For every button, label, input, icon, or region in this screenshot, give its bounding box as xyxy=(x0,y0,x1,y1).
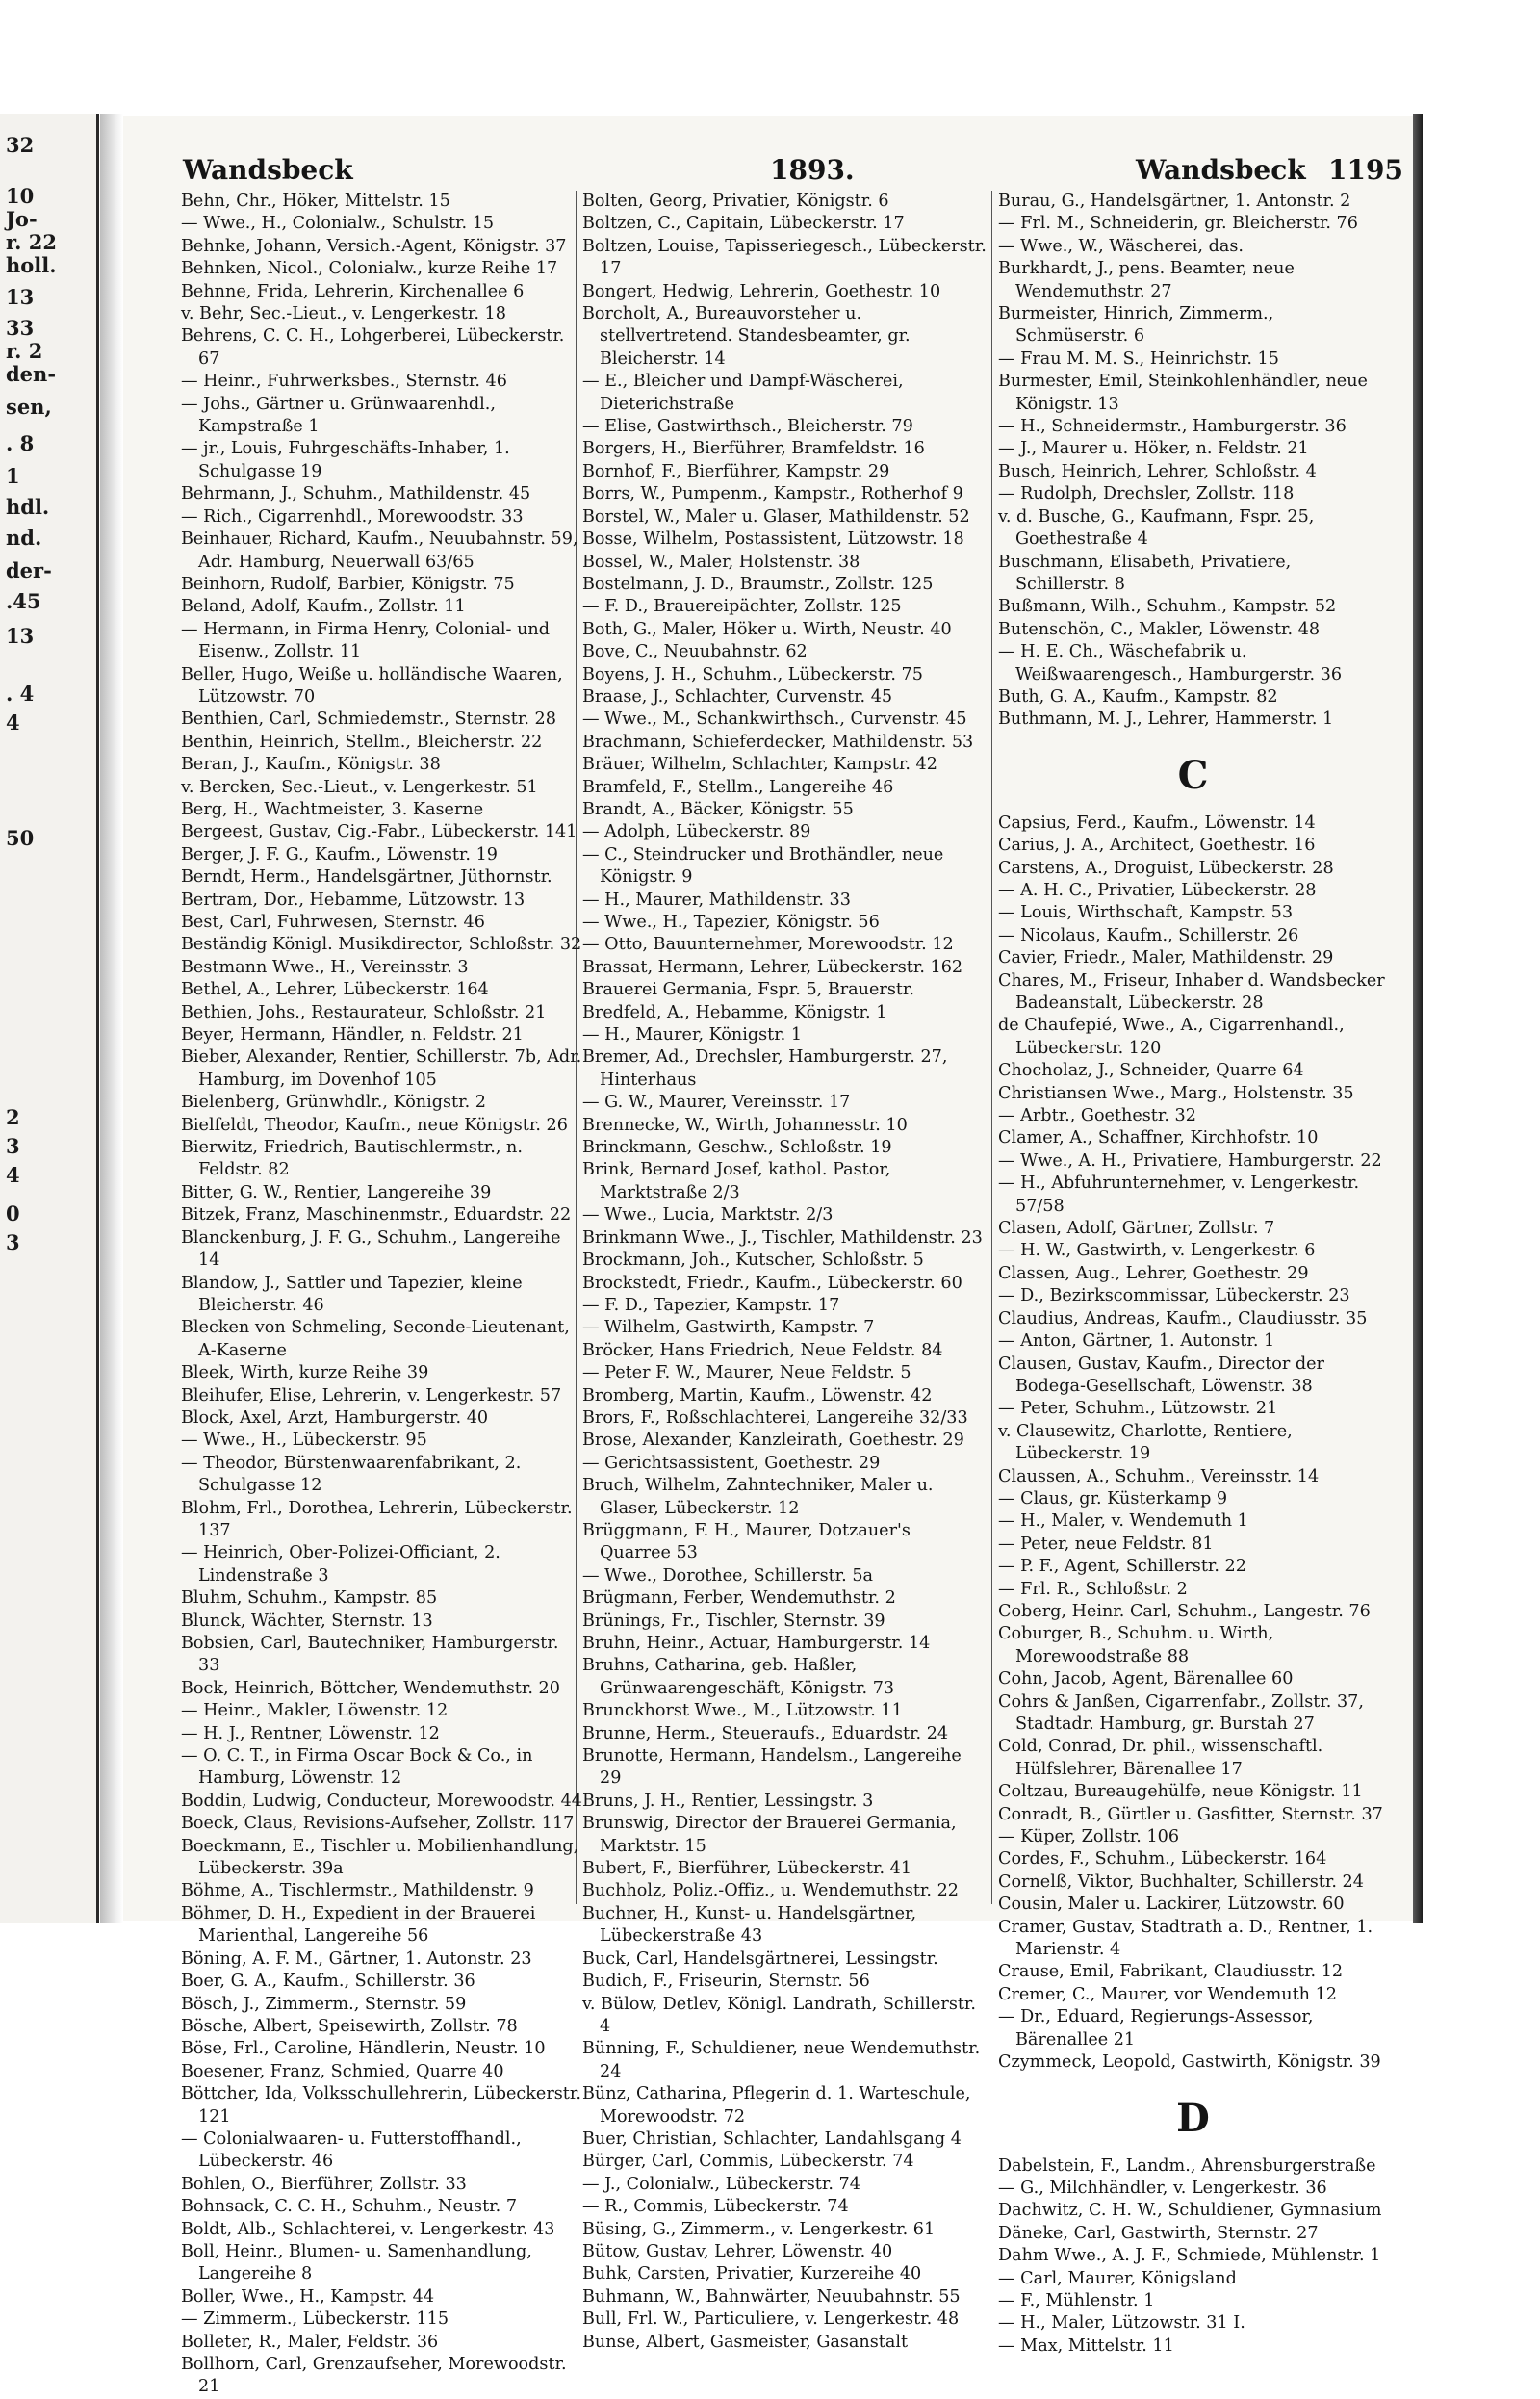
directory-entry: Butenschön, C., Makler, Löwenstr. 48 xyxy=(998,619,1321,639)
directory-entry: — J., Colonialw., Lübeckerstr. 74 xyxy=(582,2174,860,2194)
directory-entry: Boltzen, Louise, Tapisseriegesch., Lübeckerstr. 17 xyxy=(582,236,987,279)
previous-page-fragment: 10 xyxy=(6,184,35,208)
directory-entry: Bleek, Wirth, kurze Reihe 39 xyxy=(181,1363,429,1383)
directory-entry: Beran, J., Kaufm., Königstr. 38 xyxy=(181,755,441,775)
directory-entry: Cornelß, Viktor, Buchhalter, Schillerstr. 24 xyxy=(998,1871,1364,1892)
directory-entry: Behrmann, J., Schuhm., Mathildenstr. 45 xyxy=(181,484,531,504)
directory-entry: Beller, Hugo, Weiße u. holländische Waaren, Lützowstr. 70 xyxy=(181,664,563,707)
directory-entry: Boldt, Alb., Schlachterei, v. Lengerkestr. 43 xyxy=(181,2219,555,2239)
directory-entry: Bohlen, O., Bierführer, Zollstr. 33 xyxy=(181,2174,467,2194)
directory-entry: Buchner, H., Kunst- u. Handelsgärtner, Lübeckerstraße 43 xyxy=(582,1903,917,1947)
previous-page-fragment: der- xyxy=(6,558,52,582)
directory-entry: Borcholt, A., Bureauvorsteher u. stellvertretend. Standesbeamter, gr. Bleicherstr. 14 xyxy=(582,304,911,369)
directory-entry: Cold, Conrad, Dr. phil., wissenschaftl. Hülfslehrer, Bärenallee 17 xyxy=(998,1737,1323,1779)
previous-page-fragment: 4 xyxy=(6,710,20,735)
directory-entry: Böhme, A., Tischlermstr., Mathildenstr. 9 xyxy=(181,1881,534,1901)
directory-entry: — Hermann, in Firma Henry, Colonial- und Eisenw., Zollstr. 11 xyxy=(181,619,551,662)
directory-entry: Borstel, W., Maler u. Glaser, Mathildenstr. 52 xyxy=(582,506,970,527)
directory-entry: — Frl. R., Schloßstr. 2 xyxy=(998,1579,1188,1599)
directory-entry: Claudius, Andreas, Kaufm., Claudiusstr. 35 xyxy=(998,1308,1368,1328)
directory-entry: Bunse, Albert, Gasmeister, Gasanstalt xyxy=(582,2332,909,2352)
previous-page-fragment: 13 xyxy=(6,285,35,309)
column-right xyxy=(998,191,1388,2356)
directory-entry: Bürger, Carl, Commis, Lübeckerstr. 74 xyxy=(582,2152,914,2172)
previous-page-fragment: 33 xyxy=(6,316,35,340)
directory-entry: — Anton, Gärtner, 1. Autonstr. 1 xyxy=(998,1331,1275,1352)
directory-entry: Classen, Aug., Lehrer, Goethestr. 29 xyxy=(998,1263,1309,1283)
directory-entry: — F., Mühlenstr. 1 xyxy=(998,2290,1155,2310)
directory-entry: Blandow, J., Sattler und Tapezier, kleine Bleicherstr. 46 xyxy=(181,1273,523,1315)
previous-page-fragment: nd. xyxy=(6,526,42,550)
directory-entry: Christiansen Wwe., Marg., Holstenstr. 35 xyxy=(998,1083,1354,1103)
directory-entry: — Rudolph, Drechsler, Zollstr. 118 xyxy=(998,484,1295,504)
directory-entry: Bredfeld, A., Hebamme, Königstr. 1 xyxy=(582,1002,887,1022)
page-number: 1195 xyxy=(1328,154,1403,186)
directory-entry: — D., Bezirkscommissar, Lübeckerstr. 23 xyxy=(998,1286,1350,1306)
directory-entry: Böttcher, Ida, Volksschullehrerin, Lübeckerstr. 121 xyxy=(181,2084,581,2127)
directory-entry: Behnke, Johann, Versich.-Agent, Königstr. 37 xyxy=(181,236,567,256)
directory-entry: Bock, Heinrich, Böttcher, Wendemuthstr. 20 xyxy=(181,1678,560,1698)
directory-entry: Beständig Königl. Musikdirector, Schloßstr. 32 xyxy=(181,935,582,955)
directory-entry: — jr., Louis, Fuhrgeschäfts-Inhaber, 1. Schulgasse 19 xyxy=(181,439,510,481)
directory-entry: Burkhardt, J., pens. Beamter, neue Wendemuthstr. 27 xyxy=(998,259,1295,301)
directory-entry: Carstens, A., Droguist, Lübeckerstr. 28 xyxy=(998,858,1334,878)
directory-entry: Clasen, Adolf, Gärtner, Zollstr. 7 xyxy=(998,1219,1275,1239)
directory-entry: — R., Commis, Lübeckerstr. 74 xyxy=(582,2197,849,2217)
directory-entry: — Wwe., H., Lübeckerstr. 95 xyxy=(181,1431,427,1451)
directory-entry: Bruhns, Catharina, geb. Haßler, Grünwaarengeschäft, Königstr. 73 xyxy=(582,1656,895,1698)
directory-entry: Bünz, Catharina, Pflegerin d. 1. Warteschule, Morewoodstr. 72 xyxy=(582,2084,971,2127)
directory-entry: — Gerichtsassistent, Goethestr. 29 xyxy=(582,1453,881,1473)
directory-entry: Both, G., Maler, Höker u. Wirth, Neustr. 40 xyxy=(582,619,952,639)
directory-entry: Boeckmann, E., Tischler u. Mobilienhandlung, Lübeckerstr. 39a xyxy=(181,1836,579,1879)
directory-entry: Brunne, Herm., Steueraufs., Eduardstr. 24 xyxy=(582,1723,949,1743)
previous-page-sliver xyxy=(0,114,99,1923)
directory-entry: Bierwitz, Friedrich, Bautischlermstr., n. Feldstr. 82 xyxy=(181,1138,523,1180)
directory-entry: Bieber, Alexander, Rentier, Schillerstr. 7b, Adr. Hamburg, im Dovenhof 105 xyxy=(181,1047,582,1090)
directory-entry: Cavier, Friedr., Maler, Mathildenstr. 29 xyxy=(998,948,1334,968)
directory-entry: — Max, Mittelstr. 11 xyxy=(998,2335,1174,2356)
directory-entry: Bramfeld, F., Stellm., Langereihe 46 xyxy=(582,777,894,797)
directory-entry: Bröcker, Hans Friedrich, Neue Feldstr. 84 xyxy=(582,1340,943,1360)
directory-entry: Buck, Carl, Handelsgärtnerei, Lessingstr. xyxy=(582,1948,938,1969)
directory-entry: — Wwe., Lucia, Marktstr. 2/3 xyxy=(582,1205,834,1225)
directory-entry: Beland, Adolf, Kaufm., Zollstr. 11 xyxy=(181,597,466,617)
directory-entry: Brüggmann, F. H., Maurer, Dotzauer's Quarree 53 xyxy=(582,1520,911,1563)
directory-entry: Bielfeldt, Theodor, Kaufm., neue Königstr. 26 xyxy=(181,1115,568,1135)
directory-entry: Boddin, Ludwig, Conducteur, Morewoodstr. 44 xyxy=(181,1791,582,1811)
directory-entry: Blohm, Frl., Dorothea, Lehrerin, Lübeckerstr. 137 xyxy=(181,1498,573,1540)
directory-entry: Best, Carl, Fuhrwesen, Sternstr. 46 xyxy=(181,913,485,932)
column-middle xyxy=(582,191,987,2352)
directory-entry: Behnken, Nicol., Colonialw., kurze Reihe 17 xyxy=(181,259,558,279)
directory-entry: Boltzen, C., Capitain, Lübeckerstr. 17 xyxy=(582,214,905,234)
previous-page-fragment: . 4 xyxy=(6,682,35,706)
directory-entry: — Heinr., Makler, Löwenstr. 12 xyxy=(181,1701,449,1721)
directory-entry: — Otto, Bauunternehmer, Morewoodstr. 12 xyxy=(582,935,954,955)
previous-page-fragment: r. 22 xyxy=(6,230,57,254)
directory-entry: — H., Maurer, Königstr. 1 xyxy=(582,1025,803,1045)
directory-entry: Dahm Wwe., A. J. F., Schmiede, Mühlenstr. 1 xyxy=(998,2246,1381,2266)
directory-entry: — Dr., Eduard, Regierungs-Assessor, Bärenallee 21 xyxy=(998,2007,1314,2050)
directory-entry: Crause, Emil, Fabrikant, Claudiusstr. 12 xyxy=(998,1962,1344,1982)
directory-entry: — Johs., Gärtner u. Grünwaarenhdl., Kampstraße 1 xyxy=(181,394,496,437)
directory-entry: Buchholz, Poliz.-Offiz., u. Wendemuthstr. 22 xyxy=(582,1881,959,1901)
section-letter: D xyxy=(1176,2095,1210,2141)
previous-page-fragment: 13 xyxy=(6,624,35,648)
directory-entry: Burmeister, Hinrich, Zimmerm., Schmüserstr. 6 xyxy=(998,304,1274,347)
directory-entry: — H., Schneidermstr., Hamburgerstr. 36 xyxy=(998,417,1347,437)
directory-entry: Dachwitz, C. H. W., Schuldiener, Gymnasium xyxy=(998,2201,1382,2221)
directory-entry: — Elise, Gastwirthsch., Bleicherstr. 79 xyxy=(582,417,913,437)
directory-entry: — Wwe., H., Tapezier, Königstr. 56 xyxy=(582,913,880,932)
directory-entry: Bove, C., Neuubahnstr. 62 xyxy=(582,642,808,662)
directory-entry: — Peter F. W., Maurer, Neue Feldstr. 5 xyxy=(582,1363,911,1383)
directory-entry: — C., Steindrucker und Brothändler, neue Königstr. 9 xyxy=(582,844,944,888)
directory-entry: Brors, F., Roßschlachterei, Langereihe 32/33 xyxy=(582,1407,968,1428)
directory-entry: Carius, J. A., Architect, Goethestr. 16 xyxy=(998,836,1316,856)
previous-page-fragment: 3 xyxy=(6,1230,20,1254)
directory-entry: v. Behr, Sec.-Lieut., v. Lengerkestr. 18 xyxy=(181,304,506,324)
directory-entry: Bubert, F., Bierführer, Lübeckerstr. 41 xyxy=(582,1859,912,1879)
directory-entry: — O. C. T., in Firma Oscar Bock & Co., in Hamburg, Löwenstr. 12 xyxy=(181,1746,533,1789)
directory-entry: Brockstedt, Friedr., Kaufm., Lübeckerstr. 60 xyxy=(582,1273,962,1293)
directory-entry: Brünings, Fr., Tischler, Sternstr. 39 xyxy=(582,1611,886,1631)
previous-page-fragment: r. 2 xyxy=(6,339,43,363)
directory-entry: v. Bülow, Detlev, Königl. Landrath, Schillerstr. 4 xyxy=(582,1994,976,2036)
directory-entry: Bremer, Ad., Drechsler, Hamburgerstr. 27, Hinterhaus xyxy=(582,1047,948,1090)
directory-entry: Bitter, G. W., Rentier, Langereihe 39 xyxy=(181,1182,492,1202)
directory-entry: Brunckhorst Wwe., M., Lützowstr. 11 xyxy=(582,1701,903,1721)
directory-entry: Bußmann, Wilh., Schuhm., Kampstr. 52 xyxy=(998,597,1337,617)
directory-entry: Bestmann Wwe., H., Vereinsstr. 3 xyxy=(181,957,469,977)
directory-entry: Bornhof, F., Bierführer, Kampstr. 29 xyxy=(582,461,890,481)
directory-entry: Capsius, Ferd., Kaufm., Löwenstr. 14 xyxy=(998,813,1316,833)
previous-page-fragment: 0 xyxy=(6,1201,20,1225)
directory-entry: v. Bercken, Sec.-Lieut., v. Lengerkestr. 51 xyxy=(181,777,538,797)
directory-entry: — G. W., Maurer, Vereinsstr. 17 xyxy=(582,1093,851,1113)
directory-entry: Bleihufer, Elise, Lehrerin, v. Lengerkestr. 57 xyxy=(181,1385,562,1406)
directory-entry: Cohn, Jacob, Agent, Bärenallee 60 xyxy=(998,1669,1294,1690)
previous-page-fragment: 3 xyxy=(6,1134,20,1158)
directory-entry: Bünning, F., Schuldiener, neue Wendemuthstr. 24 xyxy=(582,2039,981,2081)
directory-entry: Conradt, B., Gürtler u. Gasfitter, Sternstr. 37 xyxy=(998,1804,1383,1824)
directory-entry: — Zimmerm., Lübeckerstr. 115 xyxy=(181,2309,449,2330)
directory-entry: Benthien, Carl, Schmiedemstr., Sternstr. 28 xyxy=(181,709,556,730)
previous-page-fragment: 1 xyxy=(6,464,20,488)
directory-entry: Bielenberg, Grünwhdlr., Königstr. 2 xyxy=(181,1093,486,1113)
directory-entry: Brunotte, Hermann, Handelsm., Langereihe 29 xyxy=(582,1746,962,1789)
directory-entry: Brauerei Germania, Fspr. 5, Brauerstr. xyxy=(582,980,914,1000)
directory-entry: Bollhorn, Carl, Grenzaufseher, Morewoodstr. 21 xyxy=(181,2355,567,2397)
directory-entry: Beinhauer, Richard, Kaufm., Neuubahnstr. 59, Adr. Hamburg, Neuerwall 63/65 xyxy=(181,529,578,572)
directory-entry: Boller, Wwe., H., Kampstr. 44 xyxy=(181,2286,435,2307)
directory-entry: — Claus, gr. Küsterkamp 9 xyxy=(998,1488,1228,1509)
directory-entry: Benthin, Heinrich, Stellm., Bleicherstr. 22 xyxy=(181,732,543,752)
directory-entry: Bluhm, Schuhm., Kampstr. 85 xyxy=(181,1588,438,1609)
directory-entry: Bertram, Dor., Hebamme, Lützowstr. 13 xyxy=(181,890,526,910)
running-head-year: 1893. xyxy=(770,154,855,186)
directory-entry: — Louis, Wirthschaft, Kampstr. 53 xyxy=(998,903,1294,923)
previous-page-fragment: .45 xyxy=(6,589,41,613)
directory-entry: Coltzau, Bureaugehülfe, neue Königstr. 11 xyxy=(998,1782,1363,1802)
directory-entry: Brachmann, Schieferdecker, Mathildenstr. 53 xyxy=(582,732,974,752)
directory-entry: Däneke, Carl, Gastwirth, Sternstr. 27 xyxy=(998,2223,1319,2243)
directory-entry: — H. J., Rentner, Löwenstr. 12 xyxy=(181,1723,440,1743)
directory-entry: Brinkmann Wwe., J., Tischler, Mathildenstr. 23 xyxy=(582,1227,983,1248)
directory-entry: Brunswig, Director der Brauerei Germania, Marktstr. 15 xyxy=(582,1814,957,1856)
directory-entry: Buschmann, Elisabeth, Privatiere, Schillerstr. 8 xyxy=(998,552,1292,594)
directory-entry: Coburger, B., Schuhm. u. Wirth, Morewoodstraße 88 xyxy=(998,1624,1274,1666)
directory-entry: Czymmeck, Leopold, Gastwirth, Königstr. 39 xyxy=(998,2052,1381,2073)
directory-entry: Buhmann, W., Bahnwärter, Neuubahnstr. 55 xyxy=(582,2286,961,2307)
directory-entry: Boeck, Claus, Revisions-Aufseher, Zollstr. 117 xyxy=(181,1814,575,1834)
directory-entry: — Colonialwaaren- u. Futterstoffhandl., Lübeckerstr. 46 xyxy=(181,2128,522,2172)
previous-page-fragment: 32 xyxy=(6,133,35,157)
directory-entry: Berndt, Herm., Handelsgärtner, Jüthornstr. xyxy=(181,867,552,888)
previous-page-fragment: 2 xyxy=(6,1105,20,1129)
directory-entry: de Chaufepié, Wwe., A., Cigarrenhandl., Lübeckerstr. 120 xyxy=(998,1016,1345,1058)
directory-entry: Cousin, Maler u. Lackirer, Lützowstr. 60 xyxy=(998,1895,1345,1915)
directory-entry: Bongert, Hedwig, Lehrerin, Goethestr. 10 xyxy=(582,281,941,301)
directory-entry: Clausen, Gustav, Kaufm., Director der Bodega-Gesellschaft, Löwenstr. 38 xyxy=(998,1354,1324,1396)
directory-entry: Bossel, W., Maler, Holstenstr. 38 xyxy=(582,552,860,572)
directory-entry: Chares, M., Friseur, Inhaber d. Wandsbecker Badeanstalt, Lübeckerstr. 28 xyxy=(998,970,1385,1013)
directory-entry: Bethel, A., Lehrer, Lübeckerstr. 164 xyxy=(181,980,489,1000)
directory-entry: Brinckmann, Geschw., Schloßstr. 19 xyxy=(582,1138,892,1158)
directory-entry: Bütow, Gustav, Lehrer, Löwenstr. 40 xyxy=(582,2241,893,2261)
directory-entry: Claussen, A., Schuhm., Vereinsstr. 14 xyxy=(998,1466,1320,1486)
directory-entry: — Wwe., Dorothee, Schillerstr. 5a xyxy=(582,1565,874,1586)
directory-entry: — G., Milchhändler, v. Lengerkestr. 36 xyxy=(998,2178,1327,2198)
directory-entry: Buhk, Carsten, Privatier, Kurzereihe 40 xyxy=(582,2264,922,2284)
directory-entry: Bobsien, Carl, Bautechniker, Hamburgerstr. 33 xyxy=(181,1634,559,1676)
directory-entry: — Küper, Zollstr. 106 xyxy=(998,1827,1180,1847)
directory-entry: Cohrs & Janßen, Cigarrenfabr., Zollstr. 37, Stadtadr. Hamburg, gr. Burstah 27 xyxy=(998,1691,1364,1734)
directory-entry: — Frau M. M. S., Heinrichstr. 15 xyxy=(998,348,1279,369)
directory-entry: Cramer, Gustav, Stadtrath a. D., Rentner, 1. Marienstr. 4 xyxy=(998,1917,1373,1960)
directory-entry: Boyens, J. H., Schuhm., Lübeckerstr. 75 xyxy=(582,664,923,684)
directory-entry: Bolten, Georg, Privatier, Königstr. 6 xyxy=(582,192,889,211)
previous-page-fragment: holl. xyxy=(6,253,57,277)
directory-entry: — Wwe., H., Colonialw., Schulstr. 15 xyxy=(181,214,495,234)
directory-entry: — Rich., Cigarrenhdl., Morewoodstr. 33 xyxy=(181,506,524,527)
previous-page-fragment: 50 xyxy=(6,826,35,850)
directory-entry: — Nicolaus, Kaufm., Schillerstr. 26 xyxy=(998,925,1299,945)
directory-entry: — Wilhelm, Gastwirth, Kampstr. 7 xyxy=(582,1318,875,1338)
directory-entry: Burmester, Emil, Steinkohlenhändler, neue Königstr. 13 xyxy=(998,372,1368,414)
directory-entry: Bitzek, Franz, Maschinenmstr., Eduardstr. 22 xyxy=(181,1205,572,1225)
directory-entry: Bostelmann, J. D., Braumstr., Zollstr. 125 xyxy=(582,574,934,594)
directory-entry: — Arbtr., Goethestr. 32 xyxy=(998,1106,1196,1126)
directory-entry: — J., Maurer u. Höker, n. Feldstr. 21 xyxy=(998,439,1309,459)
directory-entry: Blecken von Schmeling, Seconde-Lieutenant, A-Kaserne xyxy=(181,1318,570,1360)
directory-entry: — F. D., Tapezier, Kampstr. 17 xyxy=(582,1295,840,1315)
directory-entry: Bergeest, Gustav, Cig.-Fabr., Lübeckerstr. 141 xyxy=(181,822,578,842)
running-head-right: Wandsbeck xyxy=(1136,154,1306,186)
previous-page-fragment: sen, xyxy=(6,395,52,419)
previous-page-fragment: 4 xyxy=(6,1163,20,1187)
directory-entry: Bromberg, Martin, Kaufm., Löwenstr. 42 xyxy=(582,1385,933,1406)
directory-entry: — H. W., Gastwirth, v. Lengerkestr. 6 xyxy=(998,1241,1316,1261)
directory-entry: — Frl. M., Schneiderin, gr. Bleicherstr. 76 xyxy=(998,214,1358,234)
directory-entry: — E., Bleicher und Dampf-Wäscherei, Dieterichstraße xyxy=(582,372,904,414)
section-letter: C xyxy=(1177,752,1209,798)
directory-entry: Brink, Bernard Josef, kathol. Pastor, Marktstraße 2/3 xyxy=(582,1160,891,1202)
directory-entry: Behnne, Frida, Lehrerin, Kirchenallee 6 xyxy=(181,281,525,301)
directory-entry: Blanckenburg, J. F. G., Schuhm., Langereihe 14 xyxy=(181,1227,561,1271)
directory-entry: — H., Maurer, Mathildenstr. 33 xyxy=(582,890,851,910)
directory-entry: — Theodor, Bürstenwaarenfabrikant, 2. Schulgasse 12 xyxy=(181,1453,522,1496)
directory-entry: — Wwe., W., Wäscherei, das. xyxy=(998,236,1244,256)
directory-entry: Budich, F., Friseurin, Sternstr. 56 xyxy=(582,1972,870,1992)
directory-entry: Brassat, Hermann, Lehrer, Lübeckerstr. 162 xyxy=(582,957,963,977)
previous-page-fragment: . 8 xyxy=(6,431,35,455)
directory-entry: Burau, G., Handelsgärtner, 1. Antonstr. 2 xyxy=(998,192,1351,211)
directory-entry: Boll, Heinr., Blumen- u. Samenhandlung, Langereihe 8 xyxy=(181,2241,532,2284)
directory-entry: Block, Axel, Arzt, Hamburgerstr. 40 xyxy=(181,1407,489,1428)
directory-entry: Boer, G. A., Kaufm., Schillerstr. 36 xyxy=(181,1972,475,1992)
directory-entry: Böhmer, D. H., Expedient in der Brauerei Marienthal, Langereihe 56 xyxy=(181,1903,536,1947)
directory-entry: Borgers, H., Bierführer, Bramfeldstr. 16 xyxy=(582,439,925,459)
directory-entry: — Heinr., Fuhrwerksbes., Sternstr. 46 xyxy=(181,372,507,392)
running-head-left: Wandsbeck xyxy=(183,154,353,186)
directory-entry: Cremer, C., Maurer, vor Wendemuth 12 xyxy=(998,1984,1337,2004)
directory-entry: Bolleter, R., Maler, Feldstr. 36 xyxy=(181,2332,439,2352)
directory-entry: Bräuer, Wilhelm, Schlachter, Kampstr. 42 xyxy=(582,755,937,775)
directory-entry: Bruch, Wilhelm, Zahntechniker, Maler u. Glaser, Lübeckerstr. 12 xyxy=(582,1476,934,1518)
directory-entry: Böse, Frl., Caroline, Händlerin, Neustr. 10 xyxy=(181,2039,546,2059)
directory-entry: — H. E. Ch., Wäschefabrik u. Weißwaarengesch., Hamburgerstr. 36 xyxy=(998,642,1343,684)
previous-page-fragment: hdl. xyxy=(6,495,50,519)
directory-entry: Braase, J., Schlachter, Curvenstr. 45 xyxy=(582,686,893,707)
directory-entry: Bruns, J. H., Rentier, Lessingstr. 3 xyxy=(582,1791,874,1811)
directory-entry: Dabelstein, F., Landm., Ahrensburgerstraße xyxy=(998,2155,1376,2176)
directory-entry: Brügmann, Ferber, Wendemuthstr. 2 xyxy=(582,1588,896,1609)
directory-entry: — Carl, Maurer, Königsland xyxy=(998,2268,1237,2288)
directory-entry: — A. H. C., Privatier, Lübeckerstr. 28 xyxy=(998,880,1317,900)
directory-entry: Berger, J. F. G., Kaufm., Löwenstr. 19 xyxy=(181,844,498,864)
directory-entry: Brose, Alexander, Kanzleirath, Goethestr. 29 xyxy=(582,1431,964,1451)
directory-entry: Büsing, G., Zimmerm., v. Lengerkestr. 61 xyxy=(582,2219,936,2239)
directory-entry: Coberg, Heinr. Carl, Schuhm., Langestr. 76 xyxy=(998,1601,1371,1621)
directory-entry: Bethien, Johs., Restaurateur, Schloßstr. 21 xyxy=(181,1002,547,1022)
directory-entry: Brennecke, W., Wirth, Johannesstr. 10 xyxy=(582,1115,908,1135)
directory-entry: Bruhn, Heinr., Actuar, Hamburgerstr. 14 xyxy=(582,1634,931,1653)
directory-entry: Bosse, Wilhelm, Postassistent, Lützowstr. 18 xyxy=(582,529,964,550)
directory-entry: v. d. Busche, G., Kaufmann, Fspr. 25, Goethestraße 4 xyxy=(998,506,1315,550)
directory-entry: Behn, Chr., Höker, Mittelstr. 15 xyxy=(181,192,450,211)
directory-entry: — Adolph, Lübeckerstr. 89 xyxy=(582,822,811,842)
book-gutter xyxy=(100,114,123,1923)
directory-entry: Beyer, Hermann, Händler, n. Feldstr. 21 xyxy=(181,1025,524,1045)
directory-entry: — P. F., Agent, Schillerstr. 22 xyxy=(998,1557,1246,1577)
previous-page-fragment: Jo- xyxy=(6,207,38,231)
directory-entry: Buth, G. A., Kaufm., Kampstr. 82 xyxy=(998,686,1278,707)
directory-entry: — H., Maler, v. Wendemuth 1 xyxy=(998,1511,1248,1532)
directory-entry: Beinhorn, Rudolf, Barbier, Königstr. 75 xyxy=(181,574,515,594)
directory-entry: — H., Abfuhrunternehmer, v. Lengerkestr. 57/58 xyxy=(998,1174,1360,1216)
directory-entry: — F. D., Brauereipächter, Zollstr. 125 xyxy=(582,597,902,617)
column-left xyxy=(181,191,585,2397)
directory-entry: Brockmann, Joh., Kutscher, Schloßstr. 5 xyxy=(582,1251,924,1271)
directory-entry: Brandt, A., Bäcker, Königstr. 55 xyxy=(582,799,854,819)
directory-entry: Boesener, Franz, Schmied, Quarre 40 xyxy=(181,2061,504,2081)
directory-entry: Bösche, Albert, Speisewirth, Zollstr. 78 xyxy=(181,2016,518,2036)
directory-entry: Berg, H., Wachtmeister, 3. Kaserne xyxy=(181,799,484,819)
directory-entry: — Wwe., M., Schankwirthsch., Curvenstr. 45 xyxy=(582,709,967,730)
directory-entry: — H., Maler, Lützowstr. 31 I. xyxy=(998,2313,1245,2334)
directory-entry: — Peter, Schuhm., Lützowstr. 21 xyxy=(998,1399,1278,1419)
directory-entry: — Heinrich, Ober-Polizei-Officiant, 2. Lindenstraße 3 xyxy=(181,1543,500,1586)
page-right-edge xyxy=(1413,114,1423,1923)
directory-entry: Bohnsack, C. C. H., Schuhm., Neustr. 7 xyxy=(181,2197,518,2217)
column-rule xyxy=(991,191,992,1904)
directory-entry: — Wwe., A. H., Privatiere, Hamburgerstr. 22 xyxy=(998,1150,1382,1171)
directory-entry: v. Clausewitz, Charlotte, Rentiere, Lübeckerstr. 19 xyxy=(998,1421,1293,1464)
directory-entry: Busch, Heinrich, Lehrer, Schloßstr. 4 xyxy=(998,461,1317,481)
directory-entry: Buer, Christian, Schlachter, Landahlsgang 4 xyxy=(582,2128,962,2149)
directory-entry: — Peter, neue Feldstr. 81 xyxy=(998,1534,1214,1554)
directory-entry: Cordes, F., Schuhm., Lübeckerstr. 164 xyxy=(998,1849,1327,1870)
directory-entry: Behrens, C. C. H., Lohgerberei, Lübeckerstr. 67 xyxy=(181,326,565,369)
directory-entry: Bull, Frl. W., Particuliere, v. Lengerkestr. 48 xyxy=(582,2309,960,2330)
directory-entry: Bösch, J., Zimmerm., Sternstr. 59 xyxy=(181,1994,467,2014)
directory-entry: Chocholaz, J., Schneider, Quarre 64 xyxy=(998,1061,1304,1081)
directory-entry: Borrs, W., Pumpenm., Kampstr., Rotherhof 9 xyxy=(582,484,963,504)
directory-entry: Böning, A. F. M., Gärtner, 1. Autonstr. 23 xyxy=(181,1948,532,1969)
directory-entry: Clamer, A., Schaffner, Kirchhofstr. 10 xyxy=(998,1128,1319,1148)
directory-entry: Blunck, Wächter, Sternstr. 13 xyxy=(181,1611,433,1631)
previous-page-fragment: den- xyxy=(6,362,57,386)
directory-entry: Buthmann, M. J., Lehrer, Hammerstr. 1 xyxy=(998,709,1334,730)
